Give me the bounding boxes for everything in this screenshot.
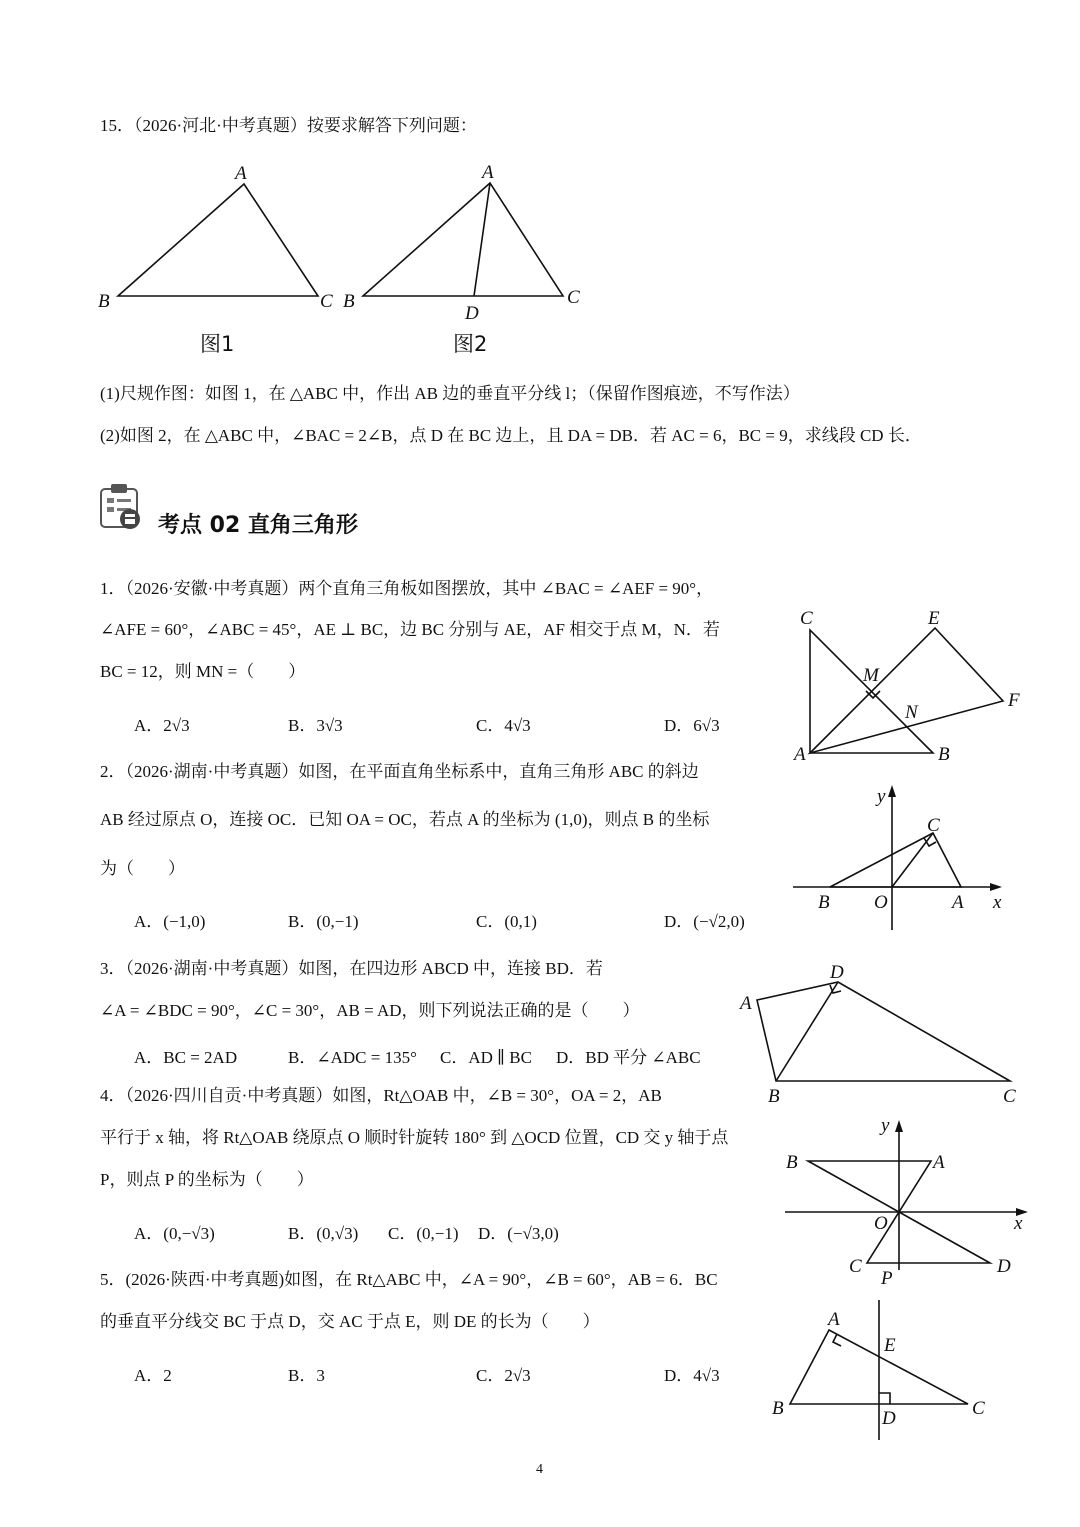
q4-label-d: D (997, 1256, 1011, 1277)
q2-option-c: C．(0,1) (476, 912, 537, 931)
fig1-caption: 图1 (200, 332, 235, 356)
q5-label-a: A (828, 1309, 840, 1330)
q1-line3: BC = 12，则 MN =（ ） (100, 662, 306, 681)
q1-option-c: C．4√3 (476, 716, 531, 735)
q1-label-n: N (905, 702, 918, 723)
page-number: 4 (536, 1462, 543, 1477)
q3-line1: 3．（2026·湖南·中考真题）如图，在四边形 ABCD 中，连接 BD．若 (100, 959, 603, 978)
q4-label-p: P (881, 1268, 893, 1289)
q5-option-a: A．2 (134, 1366, 172, 1385)
q3-option-a: A．BC = 2AD (134, 1048, 238, 1067)
q5-option-b: B．3 (288, 1366, 325, 1385)
q4-option-b: B．(0,√3) (288, 1224, 359, 1243)
q4-label-x: x (1014, 1213, 1023, 1234)
q4-option-c: C．(0,−1) (388, 1224, 459, 1243)
clipboard-icon (101, 484, 140, 529)
q1-label-b: B (938, 744, 950, 765)
q1-label-f: F (1008, 690, 1020, 711)
q2-label-b: B (818, 892, 830, 913)
q2-label-a: A (952, 892, 964, 913)
q1-label-c: C (800, 608, 813, 629)
q1-option-b: B．3√3 (288, 716, 343, 735)
q4-label-c: C (849, 1256, 862, 1277)
q2-line1: 2．（2026·湖南·中考真题）如图，在平面直角坐标系中，直角三角形 ABC 的斜边 (100, 762, 699, 781)
q2-option-b: B．(0,−1) (288, 912, 359, 931)
q15-part2: (2)如图 2，在 △ABC 中，∠BAC = 2∠B，点 D 在 BC 边上，且 DA = DB．若 AC = 6，BC = 9，求线段 CD 长． (100, 426, 922, 445)
q1-option-a: A．2√3 (134, 716, 190, 735)
q3-option-b: B．∠ADC = 135° (288, 1048, 417, 1067)
q4-label-y: y (881, 1115, 890, 1136)
q4-label-b: B (786, 1152, 798, 1173)
q5-figure (790, 1300, 968, 1440)
fig2-label-a: A (482, 162, 494, 183)
q2-option-d: D．(−√2,0) (664, 912, 745, 931)
q15-figure-1 (118, 184, 318, 296)
q4-line1: 4．（2026·四川自贡·中考真题）如图，Rt△OAB 中，∠B = 30°，OA = 2，AB (100, 1086, 662, 1105)
q15-figure-2 (363, 183, 563, 296)
q2-line3: 为（ ） (100, 859, 185, 878)
fig2-label-c: C (567, 287, 580, 308)
q1-option-d: D．6√3 (664, 716, 720, 735)
q3-label-c: C (1003, 1086, 1016, 1107)
q2-option-a: A．(−1,0) (134, 912, 206, 931)
q5-option-d: D．4√3 (664, 1366, 720, 1385)
q5-label-d: D (882, 1408, 896, 1429)
fig1-label-b: B (98, 291, 110, 312)
fig2-label-d: D (465, 303, 479, 324)
q2-label-c: C (927, 815, 940, 836)
fig1-label-a: A (235, 163, 247, 184)
q1-line1: 1．（2026·安徽·中考真题）两个直角三角板如图摆放，其中 ∠BAC = ∠AEF = 90°， (100, 579, 714, 598)
q4-figure (785, 1120, 1028, 1270)
q15-stem: 15．（2026·河北·中考真题）按要求解答下列问题： (100, 116, 477, 135)
fig2-label-b: B (343, 291, 355, 312)
q3-option-c: C．AD ∥ BC (440, 1048, 532, 1067)
q5-label-b: B (772, 1398, 784, 1419)
q3-label-d: D (830, 962, 844, 983)
q2-label-o: O (874, 892, 888, 913)
q3-option-d: D．BD 平分 ∠ABC (556, 1048, 701, 1067)
q2-line2: AB 经过原点 O，连接 OC．已知 OA = OC，若点 A 的坐标为 (1,0)，则点 B 的坐标 (100, 810, 710, 829)
q3-figure (757, 982, 1010, 1081)
fig2-caption: 图2 (453, 332, 488, 356)
q1-figure (810, 628, 1003, 753)
section-title: 考点 02 直角三角形 (158, 513, 358, 538)
q5-label-e: E (884, 1335, 896, 1356)
fig1-label-c: C (320, 291, 333, 312)
q5-label-c: C (972, 1398, 985, 1419)
q4-option-d: D．(−√3,0) (478, 1224, 559, 1243)
q3-label-a: A (740, 993, 752, 1014)
q1-label-m: M (863, 665, 879, 686)
q1-label-a: A (794, 744, 806, 765)
q4-label-o: O (874, 1213, 888, 1234)
q2-label-x: x (993, 892, 1002, 913)
q3-label-b: B (768, 1086, 780, 1107)
q4-line3: P，则点 P 的坐标为（ ） (100, 1170, 314, 1189)
q15-part1: (1)尺规作图：如图 1，在 △ABC 中，作出 AB 边的垂直平分线 l；（保留作图痕迹，不写作法） (100, 384, 800, 403)
q2-label-y: y (877, 786, 886, 807)
q5-line2: 的垂直平分线交 BC 于点 D，交 AC 于点 E，则 DE 的长为（ ） (100, 1312, 600, 1331)
q1-line2: ∠AFE = 60°，∠ABC = 45°，AE ⊥ BC，边 BC 分别与 AE，AF 相交于点 M，N．若 (100, 620, 720, 639)
q4-label-a: A (933, 1152, 945, 1173)
q5-option-c: C．2√3 (476, 1366, 531, 1385)
q3-line2: ∠A = ∠BDC = 90°，∠C = 30°，AB = AD，则下列说法正确的是（ ） (100, 1001, 640, 1020)
q4-line2: 平行于 x 轴，将 Rt△OAB 绕原点 O 顺时针旋转 180° 到 △OCD 位置，CD 交 y 轴于点 (100, 1128, 729, 1147)
q5-line1: 5．(2026·陕西·中考真题)如图，在 Rt△ABC 中，∠A = 90°，∠B = 60°，AB = 6．BC (100, 1270, 718, 1289)
q4-option-a: A．(0,−√3) (134, 1224, 215, 1243)
q1-label-e: E (928, 608, 940, 629)
